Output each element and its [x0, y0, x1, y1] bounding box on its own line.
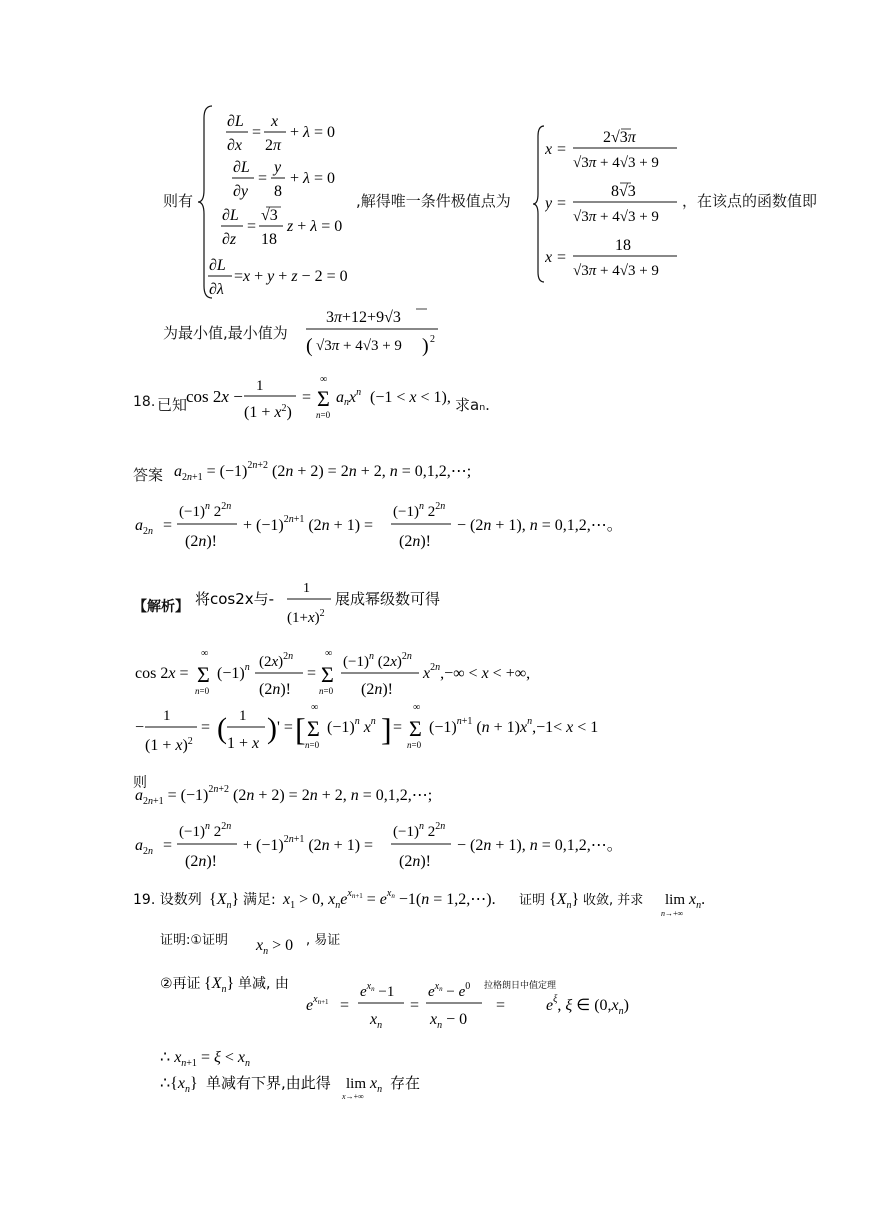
svg-text:exn −1: $e^xn -1$: [360, 981, 395, 1000]
svg-text:' =: ' =: [277, 719, 293, 736]
then-label: 则: [133, 775, 147, 791]
svg-text:18: 18: [261, 231, 277, 248]
svg-text:19. 设数列: 19. 设数列: [133, 892, 202, 908]
svg-text:z + λ = 0: z + λ = 0: [287, 218, 343, 235]
svg-text:(−1)n 22n: $(-1)^n$ $2^{2n}$: [179, 501, 232, 520]
svg-text:Σ: Σ: [197, 662, 210, 687]
svg-text:(1 + x2): $(1 + x^2)$: [244, 403, 292, 421]
svg-text:满足:: 满足:: [243, 892, 276, 908]
lagrange-eq1: [224, 110, 374, 159]
svg-text:− (2n + 1), n = 0,1,2,⋯。: − (2n + 1), n = 0,1,2,⋯。: [457, 837, 623, 854]
lagrange-eq2: [230, 156, 370, 205]
svg-text:a2n+1 = (−1)2n+2 (2n + 2) = 2n: $a_{2n+1} = (-1)^{2n+2}$ (2n + 2) = 2n + 2, n = 0,1,2,⋯;: [174, 460, 472, 483]
svg-text:单减有下界,由此得: 单减有下界,由此得: [206, 1074, 331, 1092]
svg-text:+ (−1)2n+1 (2n + 1) =: + $(-1)^{2n+1}$ (2n + 1) =: [243, 834, 374, 854]
svg-text:(2n)!: (2n)!: [259, 681, 291, 698]
svg-text:∴ xn+1 = ξ < xn: ∴ $x_{n+1} = \xi < x_n$: [160, 1049, 250, 1069]
svg-text:− (2n + 1), n = 0,1,2,⋯。: − (2n + 1), n = 0,1,2,⋯。: [457, 517, 623, 534]
svg-text:Σ: Σ: [321, 662, 334, 687]
svg-text:exn+1: $e^xn+1$: [306, 994, 329, 1014]
svg-text:=: =: [247, 218, 257, 235]
svg-text:n→+∞: n→+∞: [661, 909, 684, 918]
svg-text:(2n)!: (2n)!: [185, 533, 217, 550]
svg-text:lim: lim: [665, 892, 686, 908]
svg-text:Σ: Σ: [307, 716, 320, 741]
svg-text:=: =: [410, 997, 420, 1014]
svg-text:1: 1: [303, 581, 310, 596]
result-line2: [133, 818, 633, 882]
svg-text:(1 + x)2: $(1 + x)^2$: [145, 736, 193, 754]
svg-text:Σ: Σ: [409, 716, 422, 741]
svg-text:√3: √3: [261, 207, 278, 224]
svg-text:(−1)n 22n: $(-1)^n$ $2^{2n}$: [393, 501, 446, 520]
svg-text:∂x: ∂x: [227, 137, 243, 154]
solution-x: [545, 124, 685, 178]
svg-text:=: =: [163, 517, 173, 534]
svg-text:√3π + 4√3 + 9: √3π + 4√3 + 9: [316, 338, 402, 354]
svg-text:y: y: [274, 159, 282, 176]
svg-text:x: x: [545, 141, 553, 158]
svg-text:): ): [267, 712, 277, 745]
svg-text:∂L: ∂L: [209, 257, 226, 274]
svg-text:∞: ∞: [201, 648, 209, 659]
svg-text:(2n)!: (2n)!: [361, 681, 393, 698]
svg-text:证明:①证明: 证明:①证明: [160, 933, 229, 948]
svg-text:[: [: [295, 711, 306, 747]
lagrange-middle-text: ,解得唯一条件极值点为: [356, 192, 511, 210]
analysis-text: [195, 578, 475, 642]
svg-text:(: (: [217, 712, 227, 745]
svg-text:将cos2x与-: 将cos2x与-: [195, 590, 275, 608]
svg-text:lim: lim: [346, 1076, 367, 1092]
svg-text:∂L: ∂L: [227, 113, 244, 130]
svg-text:展成幂级数可得: 展成幂级数可得: [335, 590, 441, 608]
svg-text:cos 2x =: cos 2x =: [135, 665, 189, 682]
proof-step1: [160, 926, 380, 962]
svg-text:x: x: [271, 113, 279, 130]
lagrange-eq3: [219, 204, 379, 255]
svg-text:=: =: [252, 124, 262, 141]
svg-text:√3π + 4√3 + 9: √3π + 4√3 + 9: [573, 209, 659, 225]
svg-text:=: =: [557, 141, 567, 158]
answer-label: 答案: [133, 466, 164, 484]
svg-text:xn: $x_n$: [370, 1011, 383, 1031]
problem19-statement: [133, 884, 733, 928]
svg-text:+ (−1)2n+1 (2n + 1) =: + $(-1)^{2n+1}$ (2n + 1) =: [243, 514, 374, 534]
min-value-expression: [300, 302, 450, 370]
svg-text:x: x: [545, 249, 553, 266]
svg-text:∞: ∞: [320, 374, 328, 385]
svg-text:xn: $x_n$: [370, 1075, 383, 1095]
lagrange-prefix: 则有: [163, 192, 194, 210]
expansion-cos: [133, 648, 583, 708]
svg-text:(2x)2n: $(2x)^{2n}$: [259, 651, 294, 670]
svg-text:(2n)!: (2n)!: [399, 853, 431, 870]
analysis-label: 【解析】: [133, 599, 189, 615]
svg-text:=x + y + z − 2 = 0: =x + y + z − 2 = 0: [234, 268, 348, 285]
svg-text:3π+12+9√3: 3π+12+9√3: [326, 309, 401, 326]
svg-text:+ λ = 0: + λ = 0: [290, 170, 335, 187]
svg-text:收敛, 并求: 收敛, 并求: [583, 893, 644, 908]
svg-text:eξ, ξ ∈ (0,xn): $e^\xi$, ξ ∈ $(0,x_n)$: [546, 994, 629, 1017]
expansion-derivative: [133, 700, 633, 768]
svg-text:{Xn}: $\{X_n\}$: [549, 891, 580, 911]
svg-text:(−1)n (2x)2n: $(-1)^n$ $(2x)^{2n}$: [343, 651, 412, 670]
svg-text:=: =: [340, 997, 350, 1014]
svg-text:xn > 0: $x_n > 0$: [256, 937, 294, 957]
svg-text:]: ]: [381, 711, 392, 747]
svg-text:=: =: [302, 389, 312, 406]
svg-text:): ): [422, 335, 429, 357]
svg-text:(−1 < x < 1),: (−1 < x < 1),: [370, 389, 451, 406]
svg-text:2: 2: [430, 334, 435, 345]
problem18-suffix: 求aₙ.: [455, 396, 490, 414]
svg-text:2√3π: 2√3π: [603, 129, 636, 146]
svg-text:√3π + 4√3 + 9: √3π + 4√3 + 9: [573, 155, 659, 171]
answer-line1: [172, 452, 512, 492]
solution-y: [545, 178, 685, 232]
svg-text:2π: 2π: [265, 137, 282, 154]
svg-text:(2n)!: (2n)!: [185, 853, 217, 870]
svg-text:Σ: Σ: [317, 386, 330, 411]
svg-text:=: =: [307, 665, 317, 682]
svg-text:=: =: [201, 719, 211, 736]
svg-text:{Xn}: $\{X_n\}$: [204, 975, 235, 995]
svg-text:n=0: n=0: [195, 686, 210, 696]
solution-z: [545, 232, 685, 286]
svg-text:1 + x: 1 + x: [227, 735, 260, 752]
svg-text:=: =: [496, 997, 506, 1014]
svg-text:②再证: ②再证: [160, 976, 201, 992]
svg-text:证明: 证明: [519, 893, 546, 908]
svg-text:a2n: $a_{2n}$: [135, 517, 153, 537]
svg-text:∴{xn}: $\therefore\{x_n\}$: [160, 1075, 198, 1095]
svg-text:1: 1: [163, 708, 171, 724]
svg-text:n=0: n=0: [305, 740, 320, 750]
lagrange-suffix: ，在该点的函数值即: [682, 192, 818, 210]
svg-text:xn − 0: $x_n - 0$: [430, 1011, 468, 1031]
svg-text:(: (: [306, 335, 313, 357]
svg-text:∞: ∞: [413, 702, 421, 713]
answer-line2: [133, 498, 633, 562]
svg-text:=: =: [393, 719, 403, 736]
svg-text:1: 1: [239, 708, 247, 724]
result-line1: [133, 776, 513, 816]
svg-text:a2n: $a_{2n}$: [135, 837, 153, 857]
svg-text:18: 18: [615, 237, 631, 254]
svg-text:=: =: [163, 837, 173, 854]
svg-text:cos 2x −: cos 2x −: [186, 387, 243, 406]
problem18-prefix: 已知: [157, 396, 188, 414]
svg-text:−: −: [135, 719, 145, 736]
svg-text:, 易证: , 易证: [306, 933, 341, 948]
svg-text:(−1)n xn: $(-1)^n$ $x^n$: [327, 716, 376, 736]
svg-text:=: =: [557, 249, 567, 266]
svg-text:(1+x)2: $(1+x)^2$: [287, 608, 325, 626]
svg-text:(2n)!: (2n)!: [399, 533, 431, 550]
svg-text:=: =: [557, 195, 567, 212]
svg-text:拉格朗日中值定理: 拉格朗日中值定理: [484, 981, 557, 991]
svg-text:∂z: ∂z: [222, 231, 237, 248]
svg-text:(−1)n 22n: $(-1)^n$ $2^{2n}$: [393, 821, 446, 840]
svg-text:单减, 由: 单减, 由: [238, 976, 289, 992]
svg-text:8√3: 8√3: [611, 183, 636, 200]
svg-text:(−1)n 22n: $(-1)^n$ $2^{2n}$: [179, 821, 232, 840]
svg-text:n=0: n=0: [316, 410, 331, 420]
svg-text:exn − e0: $e^xn - e^0$: [428, 981, 471, 1000]
svg-text:∂L: ∂L: [233, 159, 250, 176]
svg-text:∂L: ∂L: [222, 207, 239, 224]
therefore-line2: [160, 1068, 480, 1108]
svg-text:(−1)n: $(-1)^n$: [217, 662, 250, 682]
svg-text:∞: ∞: [311, 702, 319, 713]
svg-text:(−1)n+1 (n + 1)xn,−1< x < 1: $(-1)^{n+1}$ $(n + 1)x^n,-1< x < 1$: [429, 716, 599, 736]
svg-text:x1 > 0, xnexn+1 = exn −1(n = 1: $x_1 > 0$, $x_ne^xn+1 = e^xn -1(n$ = 1,2,⋯).: [283, 888, 496, 911]
svg-text:=: =: [258, 170, 268, 187]
svg-text:∂y: ∂y: [233, 183, 249, 200]
svg-text:x2n,−∞ < x < +∞,: $x^{2n},-\infty < x$ < +∞,: [423, 662, 531, 682]
problem18-number: 18.: [133, 394, 156, 410]
svg-text:anxn: anx$^n$: [336, 387, 362, 408]
svg-text:∞: ∞: [325, 648, 333, 659]
svg-text:∂λ: ∂λ: [209, 281, 224, 298]
proof-step2: [160, 968, 680, 1036]
svg-text:y: y: [545, 195, 553, 212]
svg-text:+ λ = 0: + λ = 0: [290, 124, 335, 141]
svg-text:存在: 存在: [390, 1074, 421, 1092]
svg-text:n=0: n=0: [407, 740, 422, 750]
svg-text:√3π + 4√3 + 9: √3π + 4√3 + 9: [573, 263, 659, 279]
svg-text:{Xn}: $\{X_n\}$: [209, 891, 240, 911]
min-value-text: 为最小值,最小值为: [163, 324, 288, 342]
svg-text:x→+∞: x→+∞: [342, 1092, 364, 1101]
svg-text:1: 1: [256, 378, 264, 394]
svg-text:a2n+1 = (−1)2n+2 (2n + 2) = 2n: $a_{2n+1} = (-1)^{2n+2}$ (2n + 2) = 2n + 2, n = 0,1,2,⋯;: [135, 784, 433, 807]
svg-text:8: 8: [274, 183, 282, 200]
svg-text:xn.: $x_n$.: [689, 891, 706, 911]
svg-text:n=0: n=0: [319, 686, 334, 696]
lagrange-eq4: [206, 254, 366, 305]
